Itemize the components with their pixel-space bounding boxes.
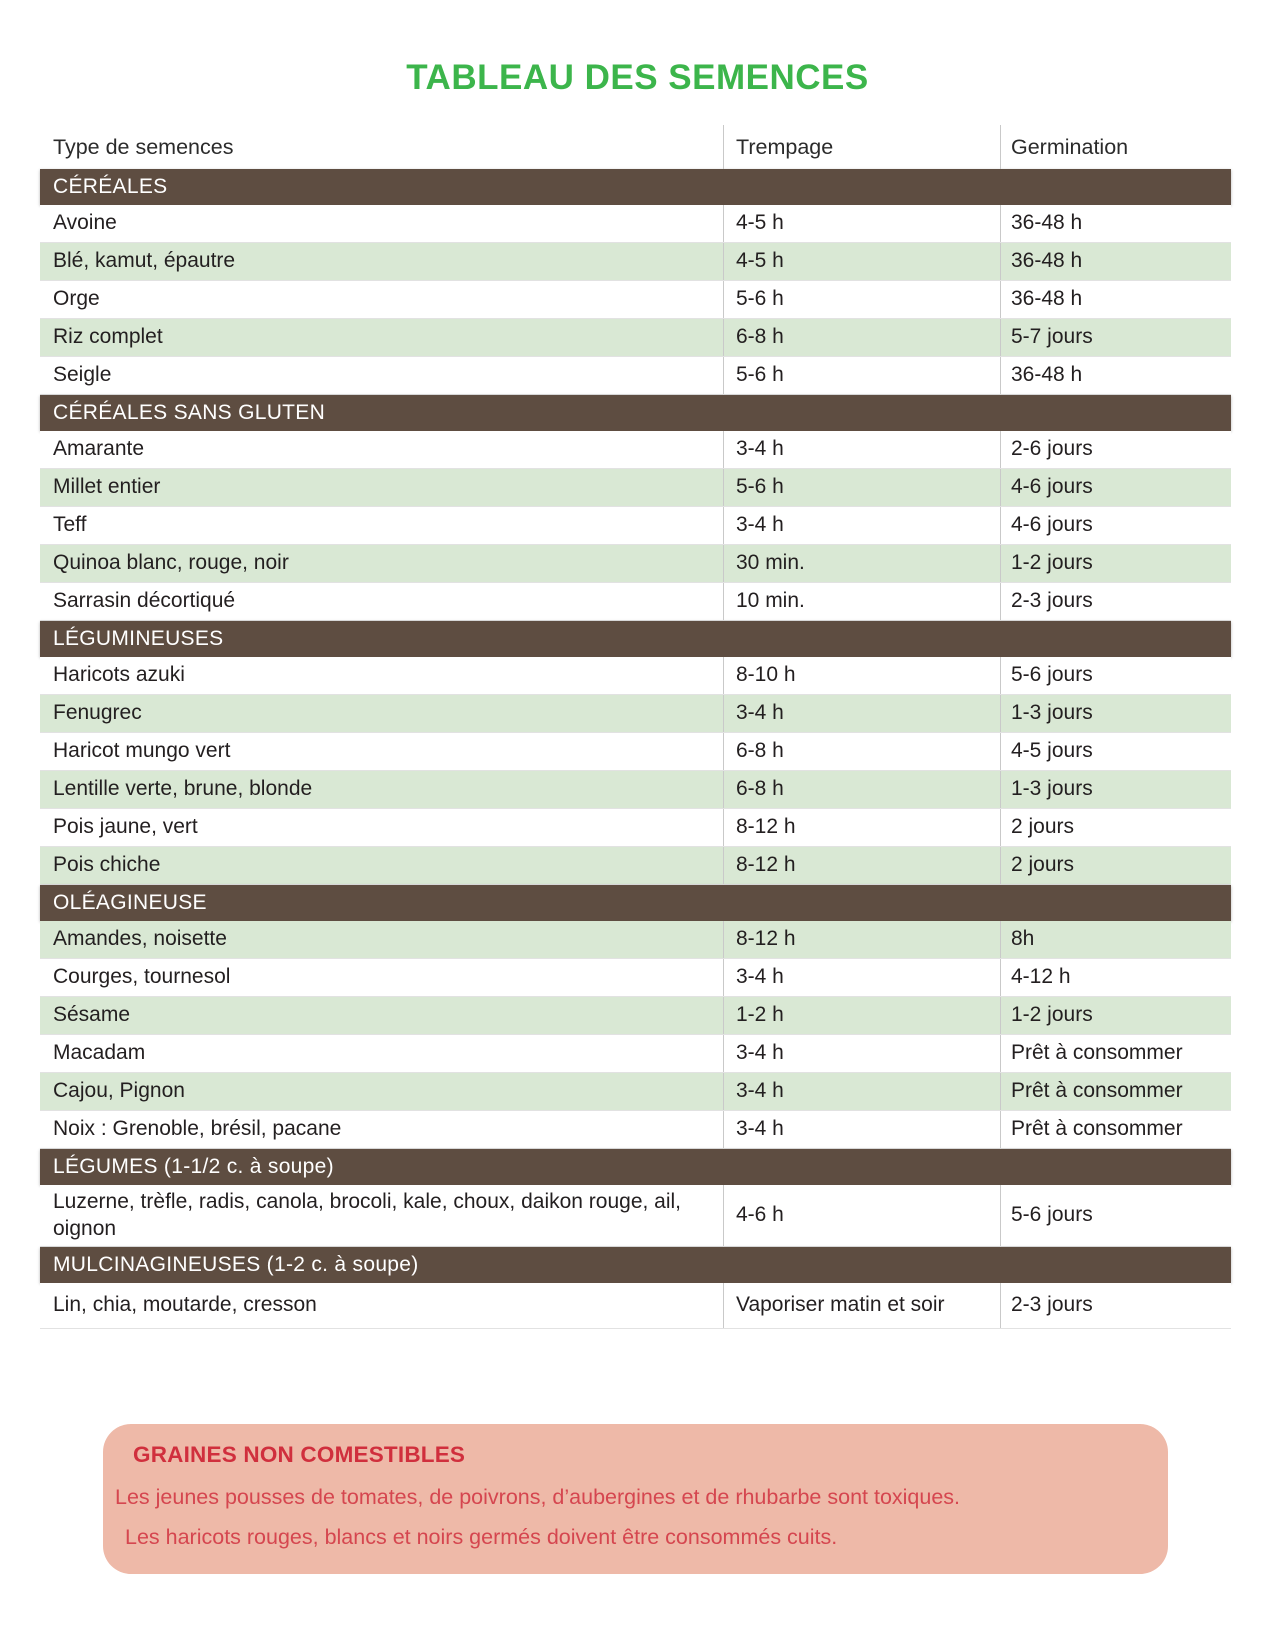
section-header-label: CÉRÉALES SANS GLUTEN [53, 401, 326, 424]
cell-trempage [723, 545, 1000, 582]
cell-text: Prêt à consommer [1011, 1117, 1183, 1141]
cell-germination [1000, 545, 1231, 582]
cell-germination [1000, 1035, 1231, 1072]
table-body [40, 169, 1231, 1329]
cell-trempage [723, 1283, 1000, 1328]
section-header [40, 621, 1231, 657]
cell-text: Riz complet [53, 325, 163, 349]
table-row [40, 583, 1231, 621]
section-header [40, 169, 1231, 205]
cell-text: 1-3 jours [1011, 777, 1093, 801]
table-row [40, 959, 1231, 997]
cell-germination [1000, 1111, 1231, 1148]
section-header [40, 1149, 1231, 1185]
cell-trempage [723, 507, 1000, 544]
cell-germination [1000, 507, 1231, 544]
cell-text: 4-6 jours [1011, 513, 1093, 537]
cell-germination [1000, 921, 1231, 958]
table-row [40, 243, 1231, 281]
cell-type [40, 1111, 723, 1148]
cell-trempage [723, 357, 1000, 394]
cell-text: 36-48 h [1011, 211, 1083, 235]
cell-text: Courges, tournesol [53, 965, 231, 989]
section-header [40, 1247, 1231, 1283]
cell-trempage [723, 997, 1000, 1034]
table-row [40, 319, 1231, 357]
cell-text: 36-48 h [1011, 287, 1083, 311]
cell-germination [1000, 1283, 1231, 1328]
cell-germination [1000, 657, 1231, 694]
cell-trempage [723, 583, 1000, 620]
table-row [40, 809, 1231, 847]
cell-text: Vaporiser matin et soir [736, 1293, 945, 1317]
cell-text: Avoine [53, 211, 117, 235]
table-row [40, 921, 1231, 959]
cell-germination [1000, 847, 1231, 884]
table-row [40, 205, 1231, 243]
cell-text: 3-4 h [736, 1079, 784, 1103]
cell-trempage [723, 959, 1000, 996]
table-row [40, 695, 1231, 733]
cell-text: Haricots azuki [53, 663, 185, 687]
cell-germination [1000, 205, 1231, 242]
cell-text: 36-48 h [1011, 249, 1083, 273]
cell-type [40, 997, 723, 1034]
table-row [40, 1111, 1231, 1149]
cell-type [40, 281, 723, 318]
cell-text: Quinoa blanc, rouge, noir [53, 551, 289, 575]
cell-type [40, 1035, 723, 1072]
cell-trempage [723, 469, 1000, 506]
cell-text: Amarante [53, 437, 145, 461]
cell-germination [1000, 583, 1231, 620]
cell-text: 4-5 jours [1011, 739, 1093, 763]
cell-text: 4-6 jours [1011, 475, 1093, 499]
cell-trempage [723, 1035, 1000, 1072]
table-row [40, 431, 1231, 469]
warning-line: Les haricots rouges, blancs et noirs germés doivent être consommés cuits. [125, 1525, 838, 1549]
table-row [40, 357, 1231, 395]
cell-type [40, 243, 723, 280]
table-row [40, 847, 1231, 885]
cell-text: Millet entier [53, 475, 161, 499]
cell-type [40, 431, 723, 468]
cell-text: Orge [53, 287, 100, 311]
cell-text: 1-2 jours [1011, 551, 1093, 575]
cell-text: 2-3 jours [1011, 589, 1093, 613]
cell-trempage [723, 733, 1000, 770]
warning-box [103, 1424, 1168, 1574]
section-header-label: LÉGUMINEUSES [53, 627, 224, 650]
cell-text: 30 min. [736, 551, 805, 575]
cell-text: 10 min. [736, 589, 805, 613]
cell-trempage [723, 243, 1000, 280]
semences-table [40, 125, 1231, 1329]
cell-text: Haricot mungo vert [53, 739, 231, 763]
cell-text: Pois chiche [53, 853, 161, 877]
cell-trempage [723, 431, 1000, 468]
cell-text: 3-4 h [736, 1041, 784, 1065]
cell-text: 4-12 h [1011, 965, 1071, 989]
cell-text: 4-6 h [736, 1203, 784, 1227]
cell-germination [1000, 319, 1231, 356]
cell-text: 3-4 h [736, 437, 784, 461]
cell-germination [1000, 243, 1231, 280]
cell-trempage [723, 695, 1000, 732]
cell-type [40, 733, 723, 770]
cell-text: Fenugrec [53, 701, 142, 725]
cell-text: 2 jours [1011, 815, 1075, 839]
cell-type [40, 771, 723, 808]
cell-text: Lin, chia, moutarde, cresson [53, 1293, 317, 1317]
cell-trempage [723, 1073, 1000, 1110]
cell-trempage [723, 281, 1000, 318]
cell-text: Prêt à consommer [1011, 1041, 1183, 1065]
cell-text: 1-3 jours [1011, 701, 1093, 725]
cell-germination [1000, 357, 1231, 394]
cell-text: Sésame [53, 1003, 131, 1027]
cell-text: 5-7 jours [1011, 325, 1093, 349]
cell-text: 6-8 h [736, 739, 784, 763]
cell-text: 1-2 jours [1011, 1003, 1093, 1027]
cell-type [40, 357, 723, 394]
cell-text: 3-4 h [736, 701, 784, 725]
cell-text: 3-4 h [736, 1117, 784, 1141]
table-row [40, 771, 1231, 809]
cell-germination [1000, 959, 1231, 996]
cell-text: Noix : Grenoble, brésil, pacane [53, 1117, 342, 1141]
column-header-trempage: Trempage [723, 125, 1000, 169]
cell-text: 4-5 h [736, 249, 784, 273]
cell-text: 4-5 h [736, 211, 784, 235]
cell-text: Teff [53, 513, 87, 537]
cell-trempage [723, 809, 1000, 846]
cell-type [40, 469, 723, 506]
cell-type [40, 809, 723, 846]
cell-text: Pois jaune, vert [53, 815, 198, 839]
cell-germination [1000, 771, 1231, 808]
section-header [40, 885, 1231, 921]
cell-text: 3-4 h [736, 965, 784, 989]
warning-title: GRAINES NON COMESTIBLES [133, 1442, 466, 1467]
cell-text: Amandes, noisette [53, 927, 227, 951]
column-header-germination: Germination [1000, 125, 1231, 169]
cell-trempage [723, 319, 1000, 356]
table-row [40, 1283, 1231, 1329]
cell-germination [1000, 809, 1231, 846]
cell-type [40, 545, 723, 582]
cell-type [40, 507, 723, 544]
cell-text: 3-4 h [736, 513, 784, 537]
cell-text: 2 jours [1011, 853, 1075, 877]
cell-trempage [723, 657, 1000, 694]
table-row [40, 997, 1231, 1035]
cell-germination [1000, 431, 1231, 468]
cell-type [40, 959, 723, 996]
section-header [40, 395, 1231, 431]
cell-text: Sarrasin décortiqué [53, 589, 236, 613]
warning-line: Les jeunes pousses de tomates, de poivrons, d’aubergines et de rhubarbe sont toxiques. [115, 1485, 961, 1509]
cell-text: 8-12 h [736, 853, 796, 877]
cell-trempage [723, 1185, 1000, 1246]
cell-germination [1000, 469, 1231, 506]
cell-type [40, 921, 723, 958]
cell-text: 6-8 h [736, 325, 784, 349]
cell-type [40, 1283, 723, 1328]
table-row [40, 545, 1231, 583]
column-header-type: Type de semences [53, 134, 234, 159]
cell-text: 2-6 jours [1011, 437, 1093, 461]
cell-type [40, 1073, 723, 1110]
cell-text: 5-6 h [736, 475, 784, 499]
table-row [40, 1185, 1231, 1247]
section-header-label: CÉRÉALES [53, 175, 168, 198]
table-row [40, 733, 1231, 771]
cell-text: 2-3 jours [1011, 1293, 1093, 1317]
table-row [40, 507, 1231, 545]
cell-type [40, 1185, 723, 1246]
cell-type [40, 583, 723, 620]
cell-germination [1000, 1073, 1231, 1110]
cell-type [40, 205, 723, 242]
cell-text: 1-2 h [736, 1003, 784, 1027]
cell-trempage [723, 847, 1000, 884]
cell-text: Seigle [53, 363, 112, 387]
section-header-label: OLÉAGINEUSE [53, 891, 207, 914]
cell-text: Prêt à consommer [1011, 1079, 1183, 1103]
cell-text: 5-6 jours [1011, 663, 1093, 687]
table-row [40, 1073, 1231, 1111]
cell-text: 6-8 h [736, 777, 784, 801]
cell-germination [1000, 997, 1231, 1034]
cell-text: 8h [1011, 927, 1035, 951]
cell-text: 5-6 h [736, 287, 784, 311]
table-row [40, 281, 1231, 319]
cell-type [40, 695, 723, 732]
cell-text: Lentille verte, brune, blonde [53, 777, 313, 801]
table-header-row [40, 125, 1231, 169]
cell-trempage [723, 1111, 1000, 1148]
cell-text: Macadam [53, 1041, 146, 1065]
cell-germination [1000, 733, 1231, 770]
section-header-label: MULCINAGINEUSES (1-2 c. à soupe) [53, 1253, 419, 1276]
cell-type [40, 319, 723, 356]
cell-germination [1000, 1185, 1231, 1246]
cell-type [40, 847, 723, 884]
table-row [40, 1035, 1231, 1073]
table-row [40, 469, 1231, 507]
cell-germination [1000, 281, 1231, 318]
cell-trempage [723, 205, 1000, 242]
table-row [40, 657, 1231, 695]
cell-text: 5-6 h [736, 363, 784, 387]
cell-type [40, 657, 723, 694]
page-title: TABLEAU DES SEMENCES [406, 58, 869, 97]
cell-text: Blé, kamut, épautre [53, 249, 236, 273]
cell-text: 8-12 h [736, 815, 796, 839]
cell-text: 5-6 jours [1011, 1203, 1093, 1227]
cell-text: 8-10 h [736, 663, 796, 687]
cell-text: 36-48 h [1011, 363, 1083, 387]
cell-text: Luzerne, trèfle, radis, canola, brocoli, kale, choux, daikon rouge, ail, oignon [53, 1190, 682, 1240]
cell-trempage [723, 921, 1000, 958]
cell-germination [1000, 695, 1231, 732]
cell-text: Cajou, Pignon [53, 1079, 185, 1103]
section-header-label: LÉGUMES (1-1/2 c. à soupe) [53, 1155, 334, 1178]
cell-trempage [723, 771, 1000, 808]
cell-text: 8-12 h [736, 927, 796, 951]
